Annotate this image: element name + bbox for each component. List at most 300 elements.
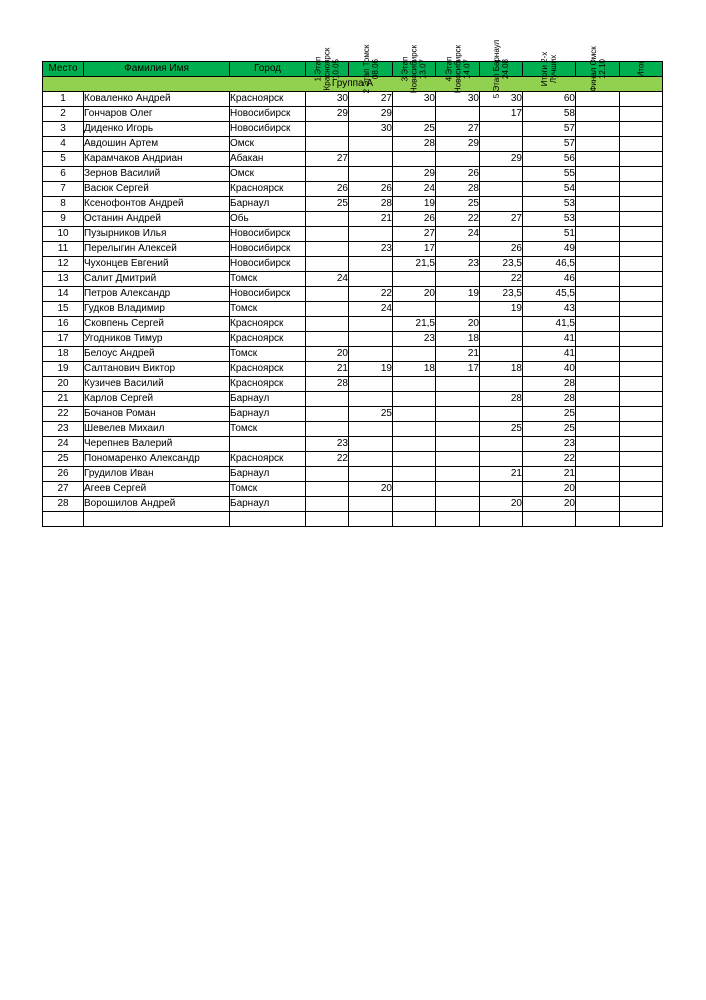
cell-city: Томск bbox=[230, 422, 306, 437]
cell-best-two: 53 bbox=[523, 212, 576, 227]
cell-stage-3: 19 bbox=[393, 197, 436, 212]
cell-stage-5 bbox=[480, 227, 523, 242]
cell-best-two: 55 bbox=[523, 167, 576, 182]
cell-stage-1 bbox=[306, 227, 349, 242]
cell-stage-4: 24 bbox=[436, 227, 480, 242]
cell-stage-4: 17 bbox=[436, 362, 480, 377]
cell-stage-1 bbox=[306, 137, 349, 152]
cell-stage-4: 19 bbox=[436, 287, 480, 302]
cell-stage-2: 25 bbox=[349, 407, 393, 422]
cell-city: Красноярск bbox=[230, 317, 306, 332]
cell-place: 2 bbox=[43, 107, 84, 122]
cell-stage-2: 22 bbox=[349, 287, 393, 302]
cell-stage-1: 24 bbox=[306, 272, 349, 287]
cell-stage-2 bbox=[349, 257, 393, 272]
cell-stage-4 bbox=[436, 152, 480, 167]
cell-stage-4: 22 bbox=[436, 212, 480, 227]
cell-city bbox=[230, 437, 306, 452]
cell-stage-3 bbox=[393, 407, 436, 422]
table-row bbox=[43, 332, 663, 347]
cell-stage-4 bbox=[436, 437, 480, 452]
cell-total bbox=[620, 302, 663, 317]
cell-total bbox=[620, 107, 663, 122]
table-row bbox=[43, 392, 663, 407]
cell-final bbox=[576, 197, 620, 212]
cell-stage-3 bbox=[393, 152, 436, 167]
header-name: Фамилия Имя bbox=[84, 62, 230, 77]
cell-stage-5 bbox=[480, 332, 523, 347]
cell-stage-2 bbox=[349, 152, 393, 167]
cell-final bbox=[576, 212, 620, 227]
cell-stage-3 bbox=[393, 272, 436, 287]
cell-total bbox=[620, 467, 663, 482]
cell-city: Барнаул bbox=[230, 407, 306, 422]
cell-stage-2: 28 bbox=[349, 197, 393, 212]
cell-place: 11 bbox=[43, 242, 84, 257]
cell-stage-2: 27 bbox=[349, 92, 393, 107]
cell-stage-3 bbox=[393, 377, 436, 392]
cell-stage-5: 26 bbox=[480, 242, 523, 257]
cell-best-two: 57 bbox=[523, 137, 576, 152]
cell-final bbox=[576, 182, 620, 197]
cell-stage-4 bbox=[436, 107, 480, 122]
cell-best-two: 22 bbox=[523, 452, 576, 467]
cell-name: Бочанов Роман bbox=[84, 407, 230, 422]
cell-stage-3: 26 bbox=[393, 212, 436, 227]
cell-stage-3: 21,5 bbox=[393, 257, 436, 272]
cell-name: Чухонцев Евгений bbox=[84, 257, 230, 272]
cell-stage-3: 17 bbox=[393, 242, 436, 257]
cell-final bbox=[576, 437, 620, 452]
cell-city: Красноярск bbox=[230, 332, 306, 347]
table-row bbox=[43, 92, 663, 107]
cell-stage-3 bbox=[393, 107, 436, 122]
cell-stage-4: 29 bbox=[436, 137, 480, 152]
cell-name: Белоус Андрей bbox=[84, 347, 230, 362]
cell-place: 20 bbox=[43, 377, 84, 392]
cell-stage-5: 20 bbox=[480, 497, 523, 512]
cell-stage-3 bbox=[393, 452, 436, 467]
cell-stage-2 bbox=[349, 317, 393, 332]
cell-stage-5 bbox=[480, 167, 523, 182]
cell-name: Салтанович Виктор bbox=[84, 362, 230, 377]
cell-best-two: 40 bbox=[523, 362, 576, 377]
header-stage-3 bbox=[393, 44, 436, 94]
header-stage-5-label: 5 Этап Барнаул 24.08 bbox=[492, 39, 510, 99]
cell-stage-1 bbox=[306, 482, 349, 497]
cell-stage-2 bbox=[349, 467, 393, 482]
cell-stage-1: 27 bbox=[306, 152, 349, 167]
cell-total bbox=[620, 152, 663, 167]
cell-stage-1 bbox=[306, 422, 349, 437]
cell-total bbox=[620, 362, 663, 377]
cell-name: Зернов Василий bbox=[84, 167, 230, 182]
cell-best-two: 20 bbox=[523, 497, 576, 512]
cell-total bbox=[620, 422, 663, 437]
cell-stage-1 bbox=[306, 512, 349, 527]
cell-stage-4: 26 bbox=[436, 167, 480, 182]
cell-place: 10 bbox=[43, 227, 84, 242]
cell-place bbox=[43, 512, 84, 527]
cell-stage-5: 17 bbox=[480, 107, 523, 122]
cell-final bbox=[576, 272, 620, 287]
cell-stage-5 bbox=[480, 317, 523, 332]
cell-best-two: 43 bbox=[523, 302, 576, 317]
cell-total bbox=[620, 287, 663, 302]
cell-name: Карлов Сергей bbox=[84, 392, 230, 407]
cell-stage-3: 28 bbox=[393, 137, 436, 152]
table-row bbox=[43, 422, 663, 437]
cell-name: Диденко Игорь bbox=[84, 122, 230, 137]
cell-stage-2 bbox=[349, 422, 393, 437]
cell-stage-3 bbox=[393, 482, 436, 497]
table-row bbox=[43, 107, 663, 122]
cell-name: Угодников Тимур bbox=[84, 332, 230, 347]
cell-stage-5 bbox=[480, 122, 523, 137]
cell-stage-2: 19 bbox=[349, 362, 393, 377]
cell-stage-5: 21 bbox=[480, 467, 523, 482]
cell-stage-2 bbox=[349, 437, 393, 452]
cell-final bbox=[576, 362, 620, 377]
cell-city: Красноярск bbox=[230, 182, 306, 197]
cell-city: Барнаул bbox=[230, 197, 306, 212]
cell-stage-2: 24 bbox=[349, 302, 393, 317]
cell-stage-5: 30 bbox=[480, 92, 523, 107]
cell-stage-1 bbox=[306, 497, 349, 512]
cell-city: Красноярск bbox=[230, 92, 306, 107]
cell-stage-4: 18 bbox=[436, 332, 480, 347]
cell-name: Шевелев Михаил bbox=[84, 422, 230, 437]
cell-total bbox=[620, 197, 663, 212]
header-city: Город bbox=[230, 62, 306, 77]
cell-stage-1 bbox=[306, 467, 349, 482]
cell-place: 27 bbox=[43, 482, 84, 497]
cell-total bbox=[620, 257, 663, 272]
cell-stage-5: 22 bbox=[480, 272, 523, 287]
cell-final bbox=[576, 167, 620, 182]
table-row bbox=[43, 362, 663, 377]
cell-stage-3: 20 bbox=[393, 287, 436, 302]
cell-final bbox=[576, 242, 620, 257]
cell-best-two: 21 bbox=[523, 467, 576, 482]
cell-name: Останин Андрей bbox=[84, 212, 230, 227]
cell-place: 8 bbox=[43, 197, 84, 212]
cell-best-two bbox=[523, 512, 576, 527]
cell-best-two: 28 bbox=[523, 392, 576, 407]
cell-stage-3: 25 bbox=[393, 122, 436, 137]
table-row bbox=[43, 302, 663, 317]
cell-stage-1: 21 bbox=[306, 362, 349, 377]
cell-stage-5 bbox=[480, 377, 523, 392]
cell-stage-1 bbox=[306, 317, 349, 332]
header-final-label: Финал Омск 12.10 bbox=[588, 46, 607, 92]
cell-stage-3: 29 bbox=[393, 167, 436, 182]
cell-best-two: 45,5 bbox=[523, 287, 576, 302]
cell-stage-1: 22 bbox=[306, 452, 349, 467]
cell-name: Васюк Сергей bbox=[84, 182, 230, 197]
cell-final bbox=[576, 452, 620, 467]
cell-stage-1 bbox=[306, 287, 349, 302]
cell-city: Новосибирск bbox=[230, 122, 306, 137]
cell-name: Петров Александр bbox=[84, 287, 230, 302]
cell-stage-5 bbox=[480, 197, 523, 212]
cell-total bbox=[620, 182, 663, 197]
cell-name: Агеев Сергей bbox=[84, 482, 230, 497]
table-row bbox=[43, 197, 663, 212]
cell-city: Томск bbox=[230, 272, 306, 287]
table-row bbox=[43, 497, 663, 512]
cell-name: Салит Дмитрий bbox=[84, 272, 230, 287]
cell-total bbox=[620, 347, 663, 362]
cell-best-two: 49 bbox=[523, 242, 576, 257]
cell-best-two: 46,5 bbox=[523, 257, 576, 272]
cell-stage-2 bbox=[349, 167, 393, 182]
cell-total bbox=[620, 137, 663, 152]
cell-stage-1 bbox=[306, 392, 349, 407]
cell-best-two: 41 bbox=[523, 332, 576, 347]
cell-place: 26 bbox=[43, 467, 84, 482]
results-table bbox=[42, 39, 663, 527]
cell-stage-5 bbox=[480, 182, 523, 197]
cell-stage-4 bbox=[436, 392, 480, 407]
header-stage-1-label: 1 Этап Красноярск 10.05 bbox=[313, 47, 341, 91]
cell-stage-2: 23 bbox=[349, 242, 393, 257]
cell-stage-1: 25 bbox=[306, 197, 349, 212]
cell-name: Ксенофонтов Андрей bbox=[84, 197, 230, 212]
cell-stage-1: 28 bbox=[306, 377, 349, 392]
cell-stage-5: 25 bbox=[480, 422, 523, 437]
group-label: Группа А bbox=[43, 77, 663, 92]
cell-total bbox=[620, 227, 663, 242]
cell-total bbox=[620, 512, 663, 527]
cell-best-two: 20 bbox=[523, 482, 576, 497]
cell-stage-2: 26 bbox=[349, 182, 393, 197]
table-row bbox=[43, 512, 663, 527]
cell-final bbox=[576, 347, 620, 362]
cell-name: Кузичев Василий bbox=[84, 377, 230, 392]
table-body bbox=[43, 77, 663, 527]
cell-stage-1: 29 bbox=[306, 107, 349, 122]
cell-stage-3: 24 bbox=[393, 182, 436, 197]
cell-total bbox=[620, 317, 663, 332]
cell-stage-1 bbox=[306, 302, 349, 317]
cell-stage-1 bbox=[306, 242, 349, 257]
cell-best-two: 57 bbox=[523, 122, 576, 137]
cell-stage-2: 20 bbox=[349, 482, 393, 497]
cell-final bbox=[576, 317, 620, 332]
header-total-label: Итог bbox=[636, 60, 646, 78]
cell-place: 1 bbox=[43, 92, 84, 107]
cell-place: 18 bbox=[43, 347, 84, 362]
cell-stage-4 bbox=[436, 422, 480, 437]
cell-stage-3: 30 bbox=[393, 92, 436, 107]
cell-best-two: 25 bbox=[523, 422, 576, 437]
cell-stage-4: 21 bbox=[436, 347, 480, 362]
cell-total bbox=[620, 482, 663, 497]
cell-stage-5: 23,5 bbox=[480, 257, 523, 272]
cell-stage-2 bbox=[349, 332, 393, 347]
cell-final bbox=[576, 137, 620, 152]
table-row bbox=[43, 272, 663, 287]
cell-place: 9 bbox=[43, 212, 84, 227]
cell-place: 13 bbox=[43, 272, 84, 287]
cell-stage-1: 26 bbox=[306, 182, 349, 197]
table-row bbox=[43, 242, 663, 257]
cell-stage-2 bbox=[349, 227, 393, 242]
cell-best-two: 41,5 bbox=[523, 317, 576, 332]
header-stage-2-label: 2 Этап Томск 08.06 bbox=[361, 44, 380, 94]
cell-place: 25 bbox=[43, 452, 84, 467]
cell-stage-1: 20 bbox=[306, 347, 349, 362]
cell-stage-4 bbox=[436, 407, 480, 422]
cell-name bbox=[84, 512, 230, 527]
cell-stage-5 bbox=[480, 407, 523, 422]
cell-best-two: 23 bbox=[523, 437, 576, 452]
cell-name: Сковпень Сергей bbox=[84, 317, 230, 332]
cell-final bbox=[576, 422, 620, 437]
table-row bbox=[43, 452, 663, 467]
table-row bbox=[43, 482, 663, 497]
cell-stage-5: 28 bbox=[480, 392, 523, 407]
cell-city: Абакан bbox=[230, 152, 306, 167]
cell-stage-2 bbox=[349, 347, 393, 362]
cell-name: Пономаренко Александр bbox=[84, 452, 230, 467]
cell-stage-4 bbox=[436, 482, 480, 497]
cell-place: 14 bbox=[43, 287, 84, 302]
cell-stage-4 bbox=[436, 302, 480, 317]
cell-total bbox=[620, 122, 663, 137]
cell-city: Новосибирск bbox=[230, 242, 306, 257]
cell-final bbox=[576, 122, 620, 137]
cell-place: 21 bbox=[43, 392, 84, 407]
cell-place: 12 bbox=[43, 257, 84, 272]
cell-city: Барнаул bbox=[230, 467, 306, 482]
cell-name: Черепнев Валерий bbox=[84, 437, 230, 452]
header-total bbox=[620, 62, 663, 77]
cell-name: Пузырников Илья bbox=[84, 227, 230, 242]
cell-stage-2 bbox=[349, 497, 393, 512]
cell-city: Барнаул bbox=[230, 497, 306, 512]
cell-stage-3 bbox=[393, 302, 436, 317]
table-row bbox=[43, 212, 663, 227]
cell-total bbox=[620, 332, 663, 347]
cell-stage-1 bbox=[306, 332, 349, 347]
cell-best-two: 53 bbox=[523, 197, 576, 212]
cell-stage-5 bbox=[480, 347, 523, 362]
table-row bbox=[43, 437, 663, 452]
header-final bbox=[576, 46, 620, 92]
cell-stage-2 bbox=[349, 137, 393, 152]
cell-place: 16 bbox=[43, 317, 84, 332]
cell-name: Карамчаков Андриан bbox=[84, 152, 230, 167]
cell-place: 17 bbox=[43, 332, 84, 347]
table-row bbox=[43, 167, 663, 182]
cell-place: 7 bbox=[43, 182, 84, 197]
header-best-two bbox=[523, 51, 576, 87]
cell-name: Грудилов Иван bbox=[84, 467, 230, 482]
cell-stage-1 bbox=[306, 407, 349, 422]
table-row bbox=[43, 137, 663, 152]
cell-stage-1 bbox=[306, 257, 349, 272]
cell-total bbox=[620, 242, 663, 257]
cell-stage-1 bbox=[306, 122, 349, 137]
cell-city: Новосибирск bbox=[230, 107, 306, 122]
cell-stage-4: 27 bbox=[436, 122, 480, 137]
cell-stage-4 bbox=[436, 242, 480, 257]
cell-stage-5 bbox=[480, 482, 523, 497]
cell-total bbox=[620, 272, 663, 287]
cell-final bbox=[576, 482, 620, 497]
cell-final bbox=[576, 287, 620, 302]
cell-stage-1: 30 bbox=[306, 92, 349, 107]
cell-stage-4: 28 bbox=[436, 182, 480, 197]
cell-stage-3 bbox=[393, 437, 436, 452]
cell-total bbox=[620, 497, 663, 512]
cell-stage-2: 29 bbox=[349, 107, 393, 122]
cell-final bbox=[576, 332, 620, 347]
cell-place: 4 bbox=[43, 137, 84, 152]
cell-stage-3 bbox=[393, 422, 436, 437]
cell-stage-4: 25 bbox=[436, 197, 480, 212]
cell-stage-2 bbox=[349, 272, 393, 287]
cell-city: Омск bbox=[230, 167, 306, 182]
cell-total bbox=[620, 167, 663, 182]
cell-best-two: 54 bbox=[523, 182, 576, 197]
cell-name: Коваленко Андрей bbox=[84, 92, 230, 107]
cell-name: Ворошилов Андрей bbox=[84, 497, 230, 512]
cell-stage-3: 23 bbox=[393, 332, 436, 347]
cell-stage-5: 19 bbox=[480, 302, 523, 317]
cell-final bbox=[576, 152, 620, 167]
cell-stage-4 bbox=[436, 512, 480, 527]
cell-total bbox=[620, 392, 663, 407]
header-stage-3-label: 3 Этап Новосибирск 13.07 bbox=[400, 44, 428, 94]
cell-best-two: 25 bbox=[523, 407, 576, 422]
cell-best-two: 28 bbox=[523, 377, 576, 392]
cell-place: 23 bbox=[43, 422, 84, 437]
cell-stage-2 bbox=[349, 512, 393, 527]
cell-total bbox=[620, 437, 663, 452]
cell-stage-4: 20 bbox=[436, 317, 480, 332]
cell-stage-5 bbox=[480, 437, 523, 452]
cell-name: Гончаров Олег bbox=[84, 107, 230, 122]
cell-stage-3 bbox=[393, 347, 436, 362]
cell-city: Томск bbox=[230, 347, 306, 362]
cell-stage-3 bbox=[393, 512, 436, 527]
cell-stage-5: 23,5 bbox=[480, 287, 523, 302]
header-stage-4 bbox=[436, 44, 480, 94]
table-row bbox=[43, 257, 663, 272]
cell-place: 19 bbox=[43, 362, 84, 377]
cell-city: Красноярск bbox=[230, 362, 306, 377]
cell-name: Гудков Владимир bbox=[84, 302, 230, 317]
table-row bbox=[43, 182, 663, 197]
cell-stage-3: 27 bbox=[393, 227, 436, 242]
cell-place: 15 bbox=[43, 302, 84, 317]
cell-city bbox=[230, 512, 306, 527]
cell-final bbox=[576, 467, 620, 482]
cell-stage-4: 30 bbox=[436, 92, 480, 107]
cell-city: Новосибирск bbox=[230, 257, 306, 272]
cell-name: Авдошин Артем bbox=[84, 137, 230, 152]
header-stage-4-label: 4 Этап Новосибирск 14.07 bbox=[444, 44, 471, 94]
cell-final bbox=[576, 392, 620, 407]
cell-final bbox=[576, 512, 620, 527]
cell-best-two: 58 bbox=[523, 107, 576, 122]
cell-stage-3: 18 bbox=[393, 362, 436, 377]
cell-stage-4 bbox=[436, 467, 480, 482]
table-row bbox=[43, 287, 663, 302]
